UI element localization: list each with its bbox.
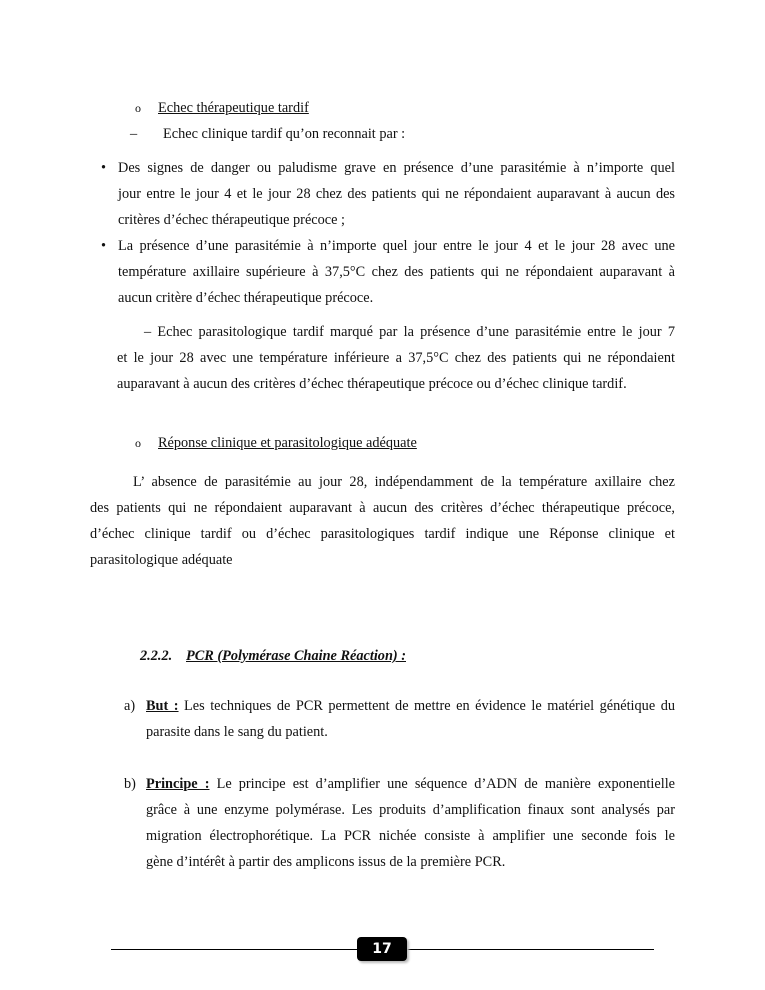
footer-rule-left <box>111 949 359 950</box>
text-line: L’ absence de parasitémie au jour 28, indépendamment de la température axillaire chez <box>133 474 675 490</box>
item-text: Les techniques de PCR permettent de mettre en évidence le matériel génétique du <box>184 698 675 714</box>
text-line <box>146 775 675 793</box>
text-line: parasitologique adéquate <box>90 552 233 568</box>
list-marker: b) <box>124 776 136 792</box>
text-line: gène d’intérêt à partir des amplicons issus de la première PCR. <box>146 854 506 870</box>
circle-bullet-icon: o <box>135 101 141 115</box>
text-line: et le jour 28 avec une température inférieure a 37,5°C chez des patients qui ne répondaient <box>117 350 675 366</box>
text-line: des patients qui ne répondaient auparavant à aucun des critères d’échec thérapeutique précoce, <box>90 500 675 516</box>
item-label: Principe : <box>146 776 210 792</box>
section-number: 2.2.2. <box>140 648 173 664</box>
circle-bullet-icon: o <box>135 436 141 450</box>
text-line: aucun critère d’échec thérapeutique précoce. <box>118 290 374 306</box>
list-marker: a) <box>124 698 136 714</box>
dash-marker: – <box>130 126 138 142</box>
text-line: parasite dans le sang du patient. <box>146 724 328 740</box>
bullet-icon: • <box>101 160 107 176</box>
sub-heading: Echec clinique tardif qu’on reconnait par : <box>163 126 406 142</box>
section-title: PCR (Polymérase Chaine Réaction) : <box>186 648 406 664</box>
text-line: auparavant à aucun des critères d’échec thérapeutique précoce ou d’échec clinique tardif. <box>117 376 627 392</box>
item-text: Le principe est d’amplifier une séquence d’ADN de manière exponentielle <box>216 776 676 792</box>
text-line: critères d’échec thérapeutique précoce ; <box>118 212 346 228</box>
text-line: d’échec clinique tardif ou d’échec parasitologiques tardif indique une Réponse clinique et <box>90 526 675 542</box>
text-line: Des signes de danger ou paludisme grave en présence d’une parasitémie à n’importe quel <box>118 160 675 176</box>
text-line: jour entre le jour 4 et le jour 28 chez des patients qui ne répondaient auparavant à aucun des <box>118 186 675 202</box>
text-line: grâce à une enzyme polymérase. Les produits d’amplification finaux sont analysés par <box>146 802 675 818</box>
page-number: 17 <box>357 937 407 961</box>
subsection-title: Echec thérapeutique tardif <box>158 100 309 116</box>
text-line: – Echec parasitologique tardif marqué par la présence d’une parasitémie entre le jour 7 <box>144 324 675 340</box>
text-line: température axillaire supérieure à 37,5°C chez des patients qui ne répondaient auparavant à <box>118 264 675 280</box>
item-label: But : <box>146 698 179 714</box>
footer-rule-right <box>406 949 654 950</box>
text-line: migration électrophorétique. La PCR nichée consiste à amplifier une seconde fois le <box>146 828 675 844</box>
text-line: La présence d’une parasitémie à n’importe quel jour entre le jour 4 et le jour 28 avec une <box>118 238 675 254</box>
subsection-title: Réponse clinique et parasitologique adéquate <box>158 435 417 451</box>
bullet-icon: • <box>101 238 107 254</box>
text-line <box>146 697 675 715</box>
